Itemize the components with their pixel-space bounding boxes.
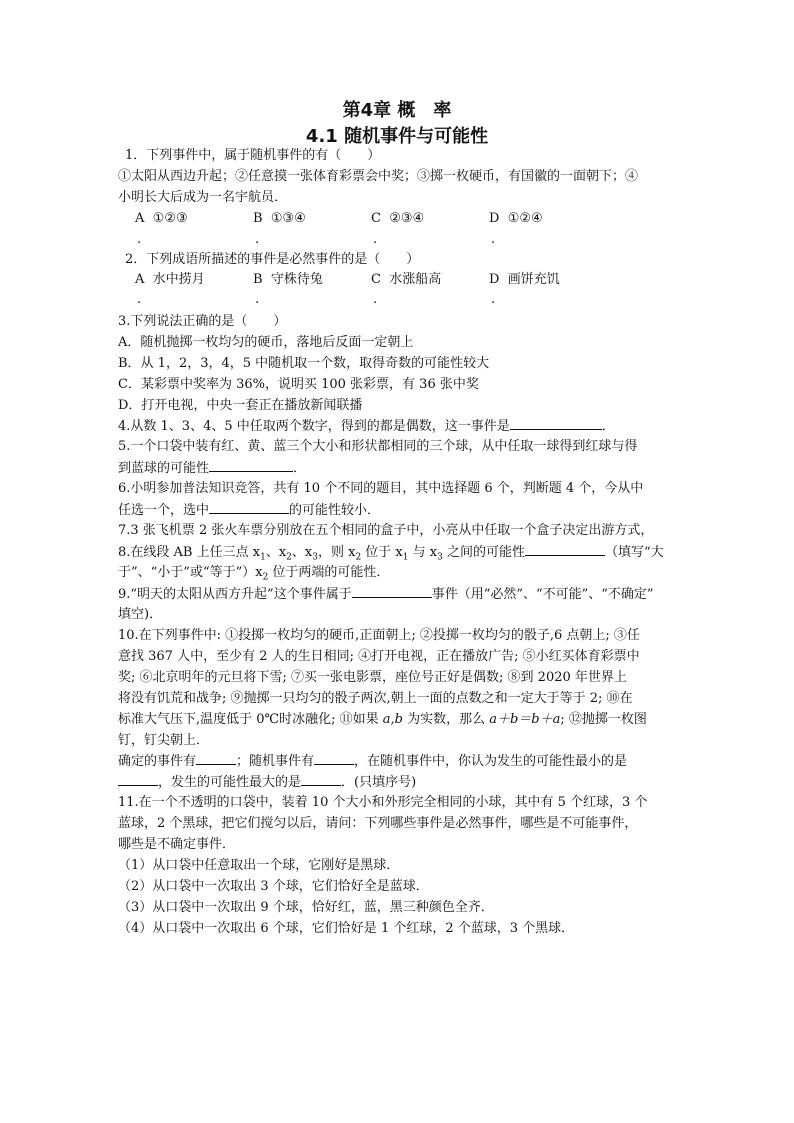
q11-line3: 哪些是不确定事件．: [118, 837, 236, 852]
q6-line1: 6.小明参加普法知识竞答，共有 10 个不同的题目，其中选择题 6 个，判断题 4 个，今从中: [118, 481, 644, 496]
q3-option-a: A．随机抛掷一枚均匀的硬币，落地后反面一定朝上: [118, 335, 414, 350]
option-letter: C: [371, 272, 381, 287]
option-letter: C: [371, 211, 381, 226]
option-dot: .: [373, 232, 378, 247]
q9-line2: 填空)．: [118, 607, 163, 622]
q3-option-c: C．某彩票中奖率为 36%，说明买 100 张彩票，有 36 张中奖: [118, 377, 479, 392]
option-text: ②③④: [389, 211, 425, 226]
answer-blank[interactable]: [209, 500, 289, 514]
q8-line2: 于”、“小于”或“等于$”)x_2$ 位于两端的可能性．: [118, 565, 390, 583]
option-dot: .: [255, 292, 260, 307]
option-letter: B: [253, 272, 263, 287]
section-title: 4.1 随机事件与可能性: [305, 126, 489, 147]
q11-item: （3）从口袋中一次取出 9 个球，恰好红，蓝，黑三种颜色全齐．: [118, 900, 494, 915]
option-dot: .: [491, 292, 496, 307]
q6-line2: 任选一个，选中 的可能性较小．: [118, 500, 718, 521]
q11-item: （2）从口袋中一次取出 3 个球，它们恰好全是蓝球．: [118, 879, 429, 894]
option-letter: D: [489, 211, 500, 226]
q10-line2: 意找 367 人中，至少有 2 人的生日相同; ④打开电视，正在播放广告; ⑤小红买体育彩票中: [118, 649, 640, 664]
q3-stem: 3.下列说法正确的是（ ）: [118, 314, 287, 329]
option-letter: A: [135, 211, 145, 226]
q10-line3: 奖; ⑥北京明年的元旦将下雪; ⑦买一张电影票，座位号正好是偶数; ⑧到 2020 年世界上: [118, 670, 627, 685]
option-text: ①③④: [270, 211, 306, 226]
option-letter: A: [135, 272, 145, 287]
chapter-title: 第4章 概 率: [342, 100, 452, 121]
q1-option-c: [371, 209, 424, 229]
q11-line2: 蓝球，2 个黑球，把它们搅匀以后，请问：下列哪些事件是必然事件，哪些是不可能事件，: [118, 816, 638, 831]
option-text: 水涨船高: [389, 272, 442, 287]
q2-option-b: [253, 270, 323, 290]
q8-line1: 8.在线段 AB 上任三点 $x_1$、$x_2$、$x_3$，则 $x_2$ 位于 $x_1$ 与 $x_3$ 之间的可能性 （填写“大: [118, 542, 718, 568]
q2-option-d: [489, 270, 560, 290]
q11-line1: 11.在一个不透明的口袋中，装着 10 个大小和外形完全相同的小球，其中有 5 个红球，3 个: [118, 795, 648, 810]
q1-option-d: [489, 209, 543, 229]
q5-line1: 5.一个口袋中装有红、黄、蓝三个大小和形状都相同的三个球，从中任取一球得到红球与得: [118, 439, 638, 454]
q3-option-b: B．从 1，2，3，4，5 中随机取一个数，取得奇数的可能性较大: [118, 356, 490, 371]
option-letter: B: [253, 211, 263, 226]
q10-line8: ，发生的可能性最大的是 ．(只填序号): [118, 772, 718, 793]
q5-line2: 到蓝球的可能性 ．: [118, 458, 718, 479]
q1-stem: 1．下列事件中，属于随机事件的有（ ）: [125, 148, 381, 163]
option-letter: D: [489, 272, 500, 287]
q10-line7: 确定的事件有 ；随机事件有 ，在随机事件中，你认为发生的可能性最小的是: [118, 751, 718, 772]
q2-option-c: [371, 270, 441, 290]
q1-option-b: [253, 209, 306, 229]
q1-text-line2: 小明长大后成为一名宇航员．: [118, 190, 288, 205]
q2-option-a: [135, 270, 205, 290]
q3-option-d: D．打开电视，中央一套正在播放新闻联播: [118, 398, 363, 413]
q10-line6: 钉，钉尖朝上．: [118, 733, 210, 748]
option-dot: .: [255, 232, 260, 247]
answer-blank[interactable]: [209, 458, 293, 472]
option-dot: .: [137, 292, 142, 307]
q4-line: 4.从数 1、3、4、5 中任取两个数字，得到的都是偶数，这一事件是 ．: [118, 416, 718, 437]
option-text: ①②③: [152, 211, 188, 226]
q11-item: （4）从口袋中一次取出 6 个球，它们恰好是 1 个红球，2 个蓝球，3 个黑球．: [118, 921, 575, 936]
option-text: 水中捞月: [152, 272, 205, 287]
answer-blank[interactable]: [510, 416, 602, 430]
option-dot: .: [137, 232, 142, 247]
option-dot: .: [373, 292, 378, 307]
q7-line: 7.3 张飞机票 2 张火车票分别放在五个相同的盒子中，小亮从中任取一个盒子决定出游方式，: [118, 523, 654, 538]
q1-option-a: [135, 209, 188, 229]
option-text: 画饼充饥: [507, 272, 560, 287]
q10-line4: 将没有饥荒和战争; ⑨抛掷一只均匀的骰子两次,朝上一面的点数之和一定大于等于 2; ⑩在: [118, 691, 633, 706]
q2-stem: 2．下列成语所描述的事件是必然事件的是（ ）: [125, 252, 420, 267]
q11-item: （1）从口袋中任意取出一个球，它刚好是黑球．: [118, 858, 400, 873]
answer-blank[interactable]: [525, 542, 605, 556]
option-text: 守株待兔: [270, 272, 323, 287]
q9-line1: 9.“明天的太阳从西方升起”这个事件属于 事件（用“必然”、“不可能”、“不确定”: [118, 584, 718, 605]
answer-blank[interactable]: [301, 772, 341, 786]
option-text: ①②④: [507, 211, 543, 226]
answer-blank[interactable]: [352, 584, 432, 598]
answer-blank[interactable]: [196, 751, 236, 765]
answer-blank[interactable]: [118, 772, 158, 786]
answer-blank[interactable]: [314, 751, 354, 765]
q10-line1: 10.在下列事件中: ①投掷一枚均匀的硬币,正面朝上; ②投掷一枚均匀的骰子,6 点朝上; ③任: [118, 628, 640, 643]
q1-text-line1: ①太阳从西边升起；②任意摸一张体育彩票会中奖；③掷一枚硬币，有国徽的一面朝下；④: [118, 169, 639, 184]
q10-line5: 标准大气压下,温度低于 0℃时冰融化; ⑪如果 a,b 为实数，那么 a＋b＝b＋a; ⑫抛掷一枚图: [118, 712, 647, 727]
option-dot: .: [491, 232, 496, 247]
